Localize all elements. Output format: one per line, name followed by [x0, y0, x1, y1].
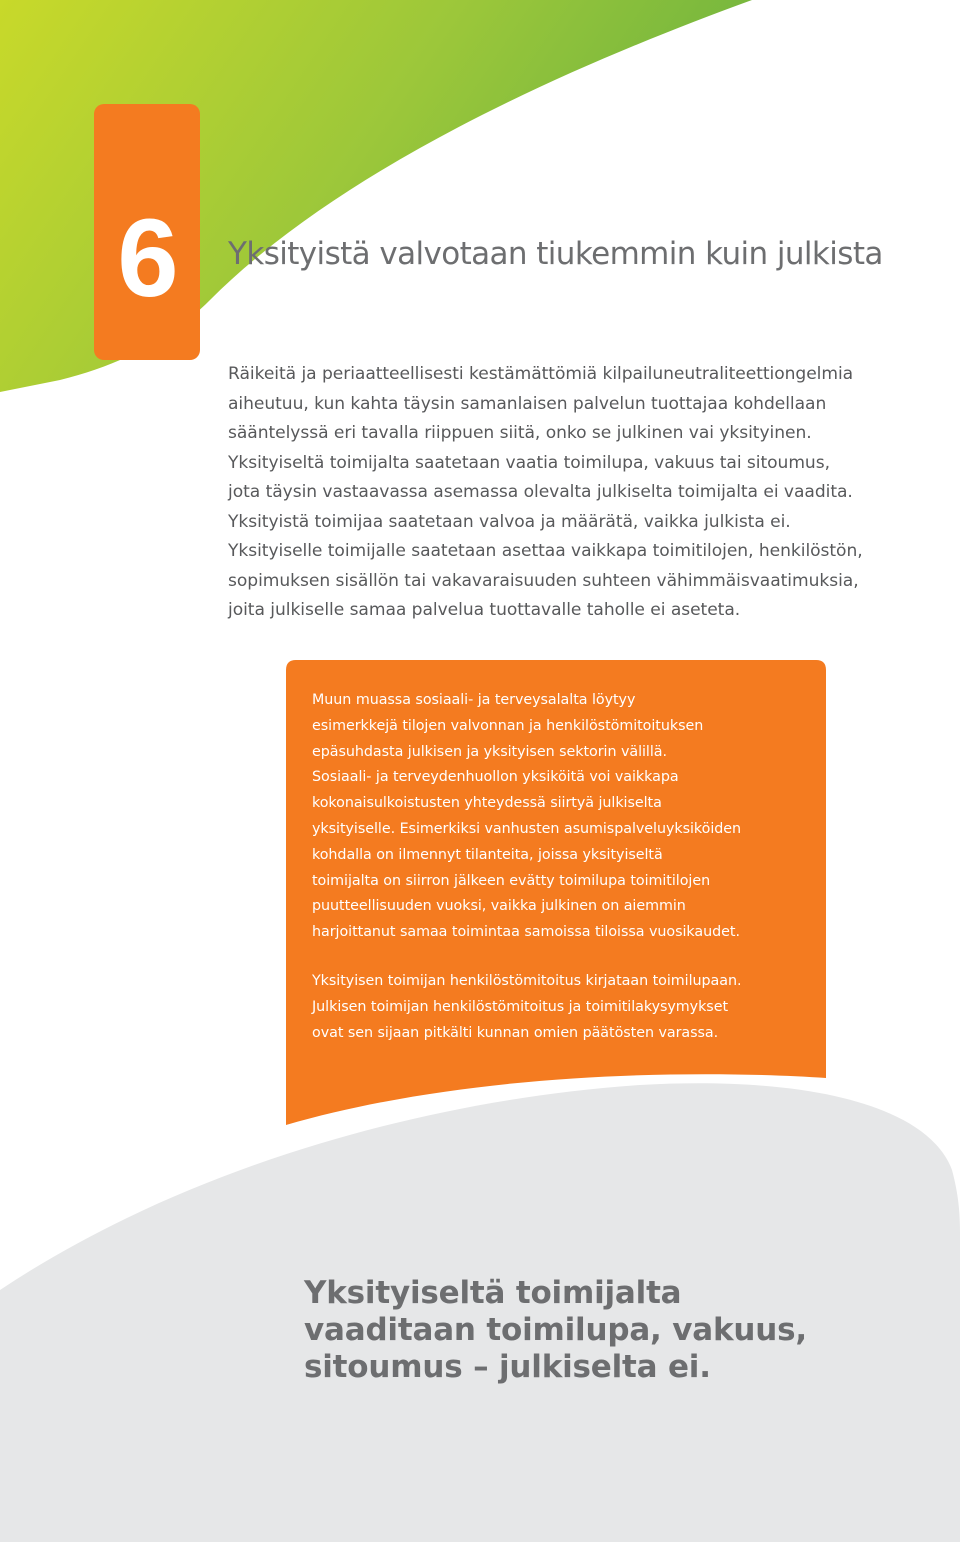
box-paragraph-2: [312, 969, 812, 1046]
intro-line: Räikeitä ja periaatteellisesti kestämättömiä kilpailuneutraliteettiongelmia: [228, 364, 854, 384]
box-line: puutteellisuuden vuoksi, vaikka julkinen on aiemmin: [312, 898, 686, 915]
box-line: harjoittanut samaa toimintaa samoissa tiloissa vuosikaudet.: [312, 924, 740, 941]
intro-line: sopimuksen sisällön tai vakavaraisuuden suhteen vähimmäisvaatimuksia,: [228, 570, 859, 591]
box-line: ovat sen sijaan pitkälti kunnan omien päätösten varassa.: [312, 1024, 719, 1041]
intro-line: aiheutuu, kun kahta täysin samanlaisen palvelun tuottajaa kohdellaan: [228, 393, 827, 414]
pull-quote-line: sitoumus – julkiselta ei.: [304, 1349, 711, 1385]
box-line: Sosiaali- ja terveydenhuollon yksiköitä voi vaikkapa: [312, 769, 679, 786]
intro-line: joita julkiselle samaa palvelua tuottavalle taholle ei aseteta.: [228, 600, 741, 620]
box-line: Yksityisen toimijan henkilöstömitoitus kirjataan toimilupaan.: [312, 972, 742, 989]
intro-line: Yksityiselle toimijalle saatetaan asettaa vaikkapa toimitilojen, henkilöstön,: [228, 541, 863, 561]
pull-quote: [304, 1275, 924, 1386]
pull-quote-line: Yksityiseltä toimijalta: [304, 1275, 682, 1311]
box-line: kohdalla on ilmennyt tilanteita, joissa yksityiseltä: [312, 846, 663, 863]
pull-quote-line: vaaditaan toimilupa, vakuus,: [304, 1312, 807, 1348]
intro-paragraph: [228, 360, 948, 626]
box-line: toimijalta on siirron jälkeen evätty toimilupa toimitilojen: [312, 872, 711, 889]
box-line: epäsuhdasta julkisen ja yksityisen sektorin välillä.: [312, 743, 667, 760]
chapter-number: 6: [117, 197, 177, 320]
intro-line: sääntelyssä eri tavalla riippuen siitä, onko se julkinen vai yksityinen.: [228, 423, 812, 443]
box-line: Julkisen toimijan henkilöstömitoitus ja toimitilakysymykset: [312, 998, 729, 1015]
intro-line: Yksityistä toimijaa saatetaan valvoa ja määrätä, vaikka julkista ei.: [228, 511, 791, 532]
box-line: esimerkkejä tilojen valvonnan ja henkilöstömitoituksen: [312, 717, 704, 734]
box-paragraph-1: [312, 688, 812, 946]
intro-line: Yksityiseltä toimijalta saatetaan vaatia toimilupa, vakuus tai sitoumus,: [228, 452, 830, 473]
highlight-box-text: [312, 688, 812, 1046]
box-line: kokonaisulkoistusten yhteydessä siirtyä julkiselta: [312, 795, 662, 812]
box-line: yksityiselle. Esimerkiksi vanhusten asumispalveluyksiköiden: [312, 820, 742, 837]
intro-line: jota täysin vastaavassa asemassa olevalta julkiselta toimijalta ei vaadita.: [228, 482, 853, 502]
page-title: Yksityistä valvotaan tiukemmin kuin julkista: [228, 236, 883, 272]
box-line: Muun muassa sosiaali- ja terveysalalta löytyy: [312, 692, 636, 708]
